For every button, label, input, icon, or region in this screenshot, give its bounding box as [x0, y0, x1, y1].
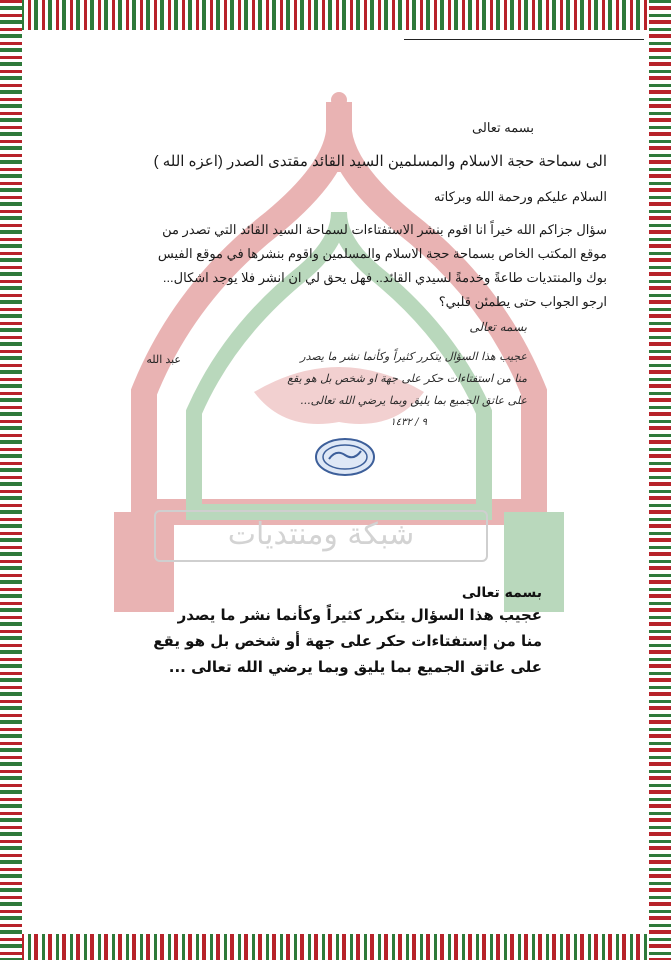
transcribed-line-2: منا من إستفتاءات حكر على جهة أو شخص بل هو يقع — [153, 632, 542, 650]
transcribed-line-1: عجيب هذا السؤال يتكرر كثيراً وكأنما نشر ما يصدر — [177, 606, 542, 624]
handwritten-line-2: منا من استفتاءات حكر على جهة او شخص بل هو يقع — [287, 372, 527, 385]
watermark-caption: شبكة ومنتديات — [154, 510, 488, 562]
letter-page — [24, 32, 647, 932]
decorative-border-top — [0, 0, 671, 30]
decorative-border-right — [649, 0, 671, 960]
handwritten-line-1: عجيب هذا السؤال يتكرر كثيراً وكأنما نشر ما يصدر — [300, 350, 527, 363]
salutation: بسمه تعالى — [472, 120, 534, 135]
question-paragraph: سؤال جزاكم الله خيراً انا اقوم بنشر الاستفتاءات لسماحة السيد القائد التي تصدر من موقع المكتب الخاص بسماحة حجة الاسلام والمسلمين واقوم بنشرها في موقع الفيس بوك والمنتديات طاعةً وخدمةً لسيدي القائد.. فهل يحق لي ان انشر فلا يوجد اشكال... ارجو الجواب حتى يطمئن قلبي؟ — [157, 222, 607, 309]
decorative-border-bottom — [0, 934, 671, 960]
handwritten-heading: بسمه تعالى — [469, 320, 527, 334]
top-rule — [404, 39, 644, 40]
handwritten-date: ٩ / ١٤٣٢ — [390, 417, 427, 428]
handwritten-line-3: على عاتق الجميع بما يليق وبما يرضي الله تعالى... — [300, 394, 527, 407]
signature-label: عبد الله — [146, 354, 181, 366]
addressee-line: الى سماحة حجة الاسلام والمسلمين السيد القائد مقتدى الصدر (اعزه الله ) — [153, 153, 607, 170]
transcribed-line-3: على عاتق الجميع بما يليق وبما يرضي الله تعالى ... — [168, 658, 542, 676]
decorative-border-left — [0, 0, 22, 960]
greeting-line: السلام عليكم ورحمة الله وبركاته — [434, 189, 607, 204]
office-seal-icon — [314, 437, 376, 477]
transcribed-heading: بسمه تعالى — [461, 585, 542, 601]
